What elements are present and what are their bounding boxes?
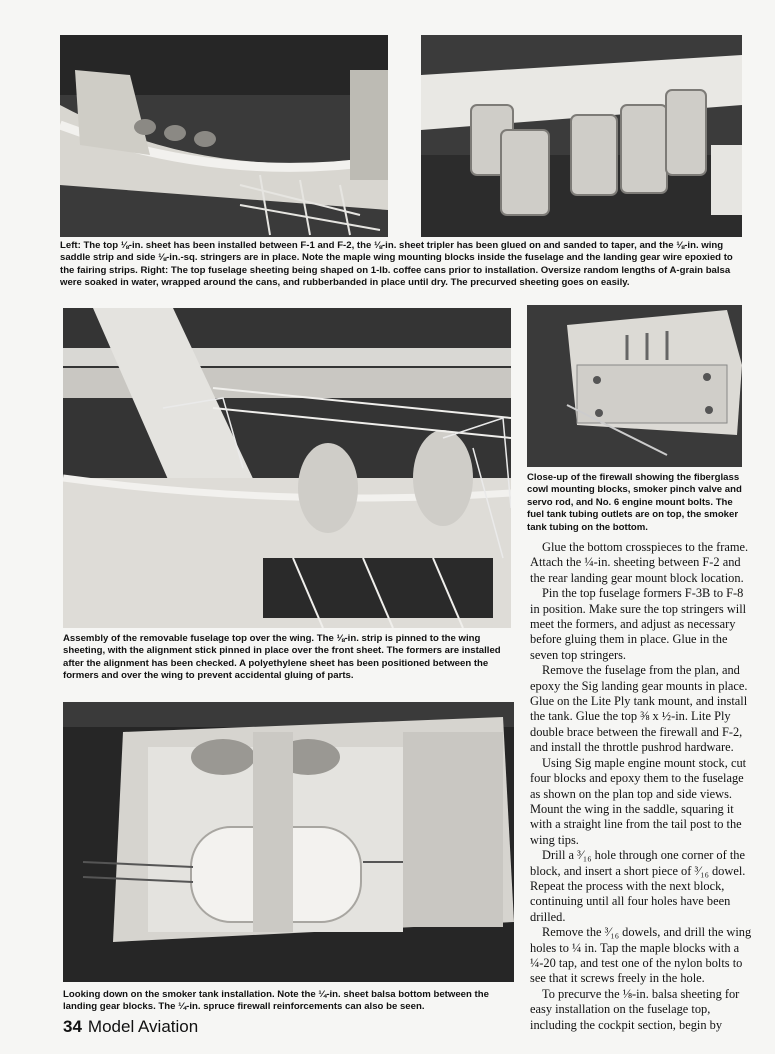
body-paragraph: To precurve the ⅛-in. balsa sheeting for easy installation on the fuselage top, including the cockpit section, begin by — [530, 986, 740, 1032]
photo-coffee-cans — [421, 35, 742, 237]
body-paragraph: Remove the fuselage from the plan, and epoxy the Sig landing gear mounts in place. Glue on the Lite Ply tank mount, and install the tank. Glue the top ⅜ x ½-in. Lite Ply double brace between the firewall and F-2, and install the throttle pushrod hardware. — [530, 663, 748, 755]
caption-smoker: Looking down on the smoker tank installation. Note the ¼-in. sheet balsa bottom between the landing gear blocks. The ¼-in. spruce firewall reinforcements can also be seen. — [63, 989, 489, 1013]
photo-smoker-tank — [63, 702, 514, 982]
page-number: 34 — [63, 1017, 82, 1036]
body-paragraph: Using Sig maple engine mount stock, cut four blocks and epoxy them to the fuselage as shown on the plan top and side views. Mount the wing in the saddle, squaring it with a straight line from the tail post to the wing tips. — [530, 755, 747, 847]
caption-firewall: Close-up of the firewall showing the fiberglass cowl mounting blocks, smoker pinch valve and servo rod, and No. 6 engine mount bolts. The fuel tank tubing outlets are on top, the smoker tank tubing on the bottom. — [527, 472, 742, 533]
photo-firewall-closeup — [527, 305, 742, 467]
body-paragraph: Drill a ³⁄₁₆ hole through one corner of the block, and insert a short piece of ³⁄₁₆ dowel. Repeat the process with the next block, continuing until all four holes have been drilled. — [530, 848, 746, 924]
caption-top: Left: The top ⅛-in. sheet has been installed between F-1 and F-2, the ⅛-in. sheet tripler has been glued on and sanded to taper, and the ⅛-in. wing saddle strip and side ⅛-in.-sq. stringers are in place. Note the maple wing mounting blocks inside the fuselage and the landing gear wire epoxied to the fairing strips. Right: The top fuselage sheeting being shaped on 1-lb. coffee cans prior to installation. Oversize random lengths of A-grain balsa were soaked in water, wrapped around the cans, and rubberbanded in place until dry. The precurved sheeting goes on easily. — [60, 240, 733, 289]
body-paragraph: Pin the top fuselage formers F-3B to F-8 in position. Make sure the top stringers will meet the formers, and adjust as necessary before gluing them in place. Glue in the seven top stringers. — [530, 586, 747, 662]
article-body — [530, 540, 752, 1033]
folio — [63, 1017, 198, 1037]
photo-fuselage-side — [60, 35, 388, 237]
magazine-name: Model Aviation — [87, 1017, 199, 1036]
body-paragraph: Remove the ³⁄₁₆ dowels, and drill the wing holes to ¼ in. Tap the maple blocks with a ¼-20 tap, and test one of the nylon bolts to see that it screws freely in the hole. — [530, 925, 752, 986]
photo-assembly-over-wing — [63, 308, 511, 628]
caption-assembly: Assembly of the removable fuselage top over the wing. The ⅛-in. strip is pinned to the wing sheeting, with the alignment stick pinned in place over the front sheet. The formers are installed after the alignment has been checked. A polyethylene sheet has been positioned between the formers and over the wing to prevent accidental gluing of parts. — [63, 633, 501, 682]
body-paragraph: Glue the bottom crosspieces to the frame. Attach the ¼-in. sheeting between F-2 and the rear landing gear mount block location. — [530, 540, 749, 585]
